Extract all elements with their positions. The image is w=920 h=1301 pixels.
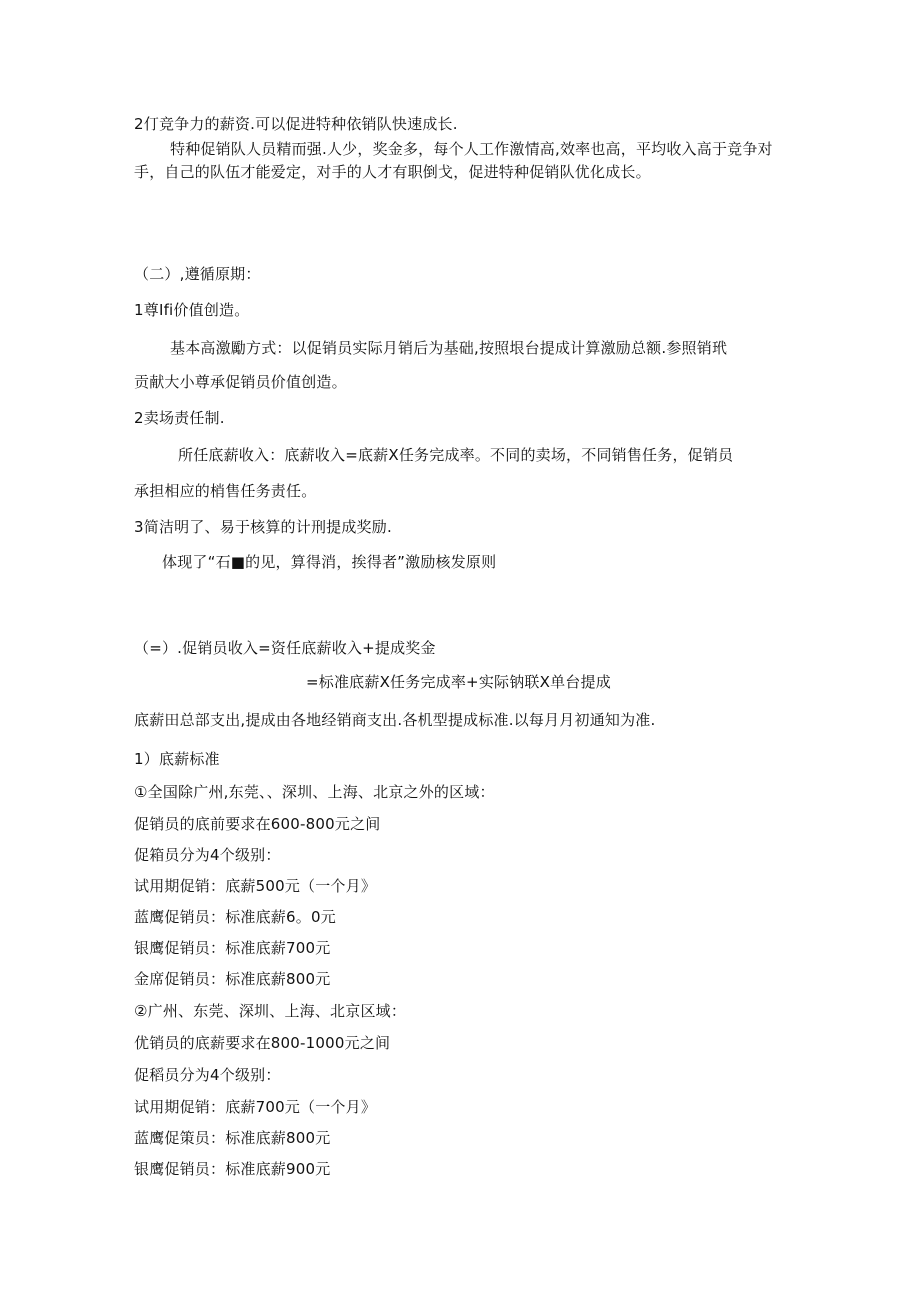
base-salary-heading: 1）底薪标准 [134, 750, 220, 768]
region2-levels: 促稻员分为4个级别： [134, 1066, 281, 1084]
region1-title: ①全国除广州,东莞、、深圳、上海、北京之外的区域： [134, 783, 495, 801]
income-formula-line1: （=）.促销员收入=资任底薪收入+提成奖金 [134, 639, 436, 657]
section-heading-principles: （二）,遵循原期： [134, 265, 261, 283]
region2-silver-eagle: 银鹰促销员：标准底薪900元 [134, 1160, 331, 1178]
principle1-body-line1: 基本高激勵方式：以促销员实际月销后为基础,按照垠台提成计算激励总额.参照销玳 [170, 339, 728, 357]
region2-blue-eagle: 蓝鹰促策员：标准底薪800元 [134, 1129, 331, 1147]
region2-range: 优销员的底薪要求在800-1000元之间 [134, 1034, 391, 1052]
region2-title: ②广州、东莞、深圳、上海、北京区域： [134, 1002, 407, 1020]
principle1-title: 1尊Ifi价值创造。 [134, 301, 250, 319]
region1-range: 促销员的底前要求在600-800元之间 [134, 815, 381, 833]
principle1-body-line2: 贡献大小尊承促销员价值创造。 [134, 373, 347, 391]
item2-title: 2仃竞争力的薪资.可以促进特种依销队快速成长. [134, 115, 458, 133]
principle3-body: 体现了“石■的见，算得消，挨得者”激励核发原则 [162, 553, 497, 571]
principle2-body-line1: 所任底薪收入：底薪收入=底薪X任务完成率。不同的卖场，不同销售任务，促销员 [178, 446, 734, 464]
item2-body-line1: 特种促销队人员精而强.人少，奖金多，每个人工作激情高,效率也高，平均收入高于竞争对 [170, 140, 773, 158]
principle3-title: 3简洁明了、易于核算的计刑提成奖励. [134, 518, 392, 536]
region1-trial: 试用期促销：底薪500元（一个月》 [134, 877, 377, 895]
region1-silver-eagle: 银鹰促销员：标准底薪700元 [134, 939, 331, 957]
region1-levels: 促箱员分为4个级别： [134, 846, 281, 864]
principle2-title: 2卖场责任制. [134, 409, 225, 427]
payment-note: 底薪田总部支出,提成由各地经销商支出.各机型提成标准.以每月月初通知为准. [134, 711, 656, 729]
principle2-body-line2: 承担相应的梢售任务责任。 [134, 482, 317, 500]
region2-trial: 试用期促销：底薪700元（一个月》 [134, 1098, 377, 1116]
item2-body-line2: 手，自己的队伍才能爱定，对手的人才有职倒戈，促进特种促销队优化成长。 [134, 163, 651, 181]
region1-blue-eagle: 蓝鹰促销员：标准底薪6。0元 [134, 908, 336, 926]
income-formula-line2: =标准底薪X任务完成率+实际钠联X单台提成 [306, 673, 611, 691]
region1-gold-eagle: 金席促销员：标准底薪800元 [134, 970, 331, 988]
